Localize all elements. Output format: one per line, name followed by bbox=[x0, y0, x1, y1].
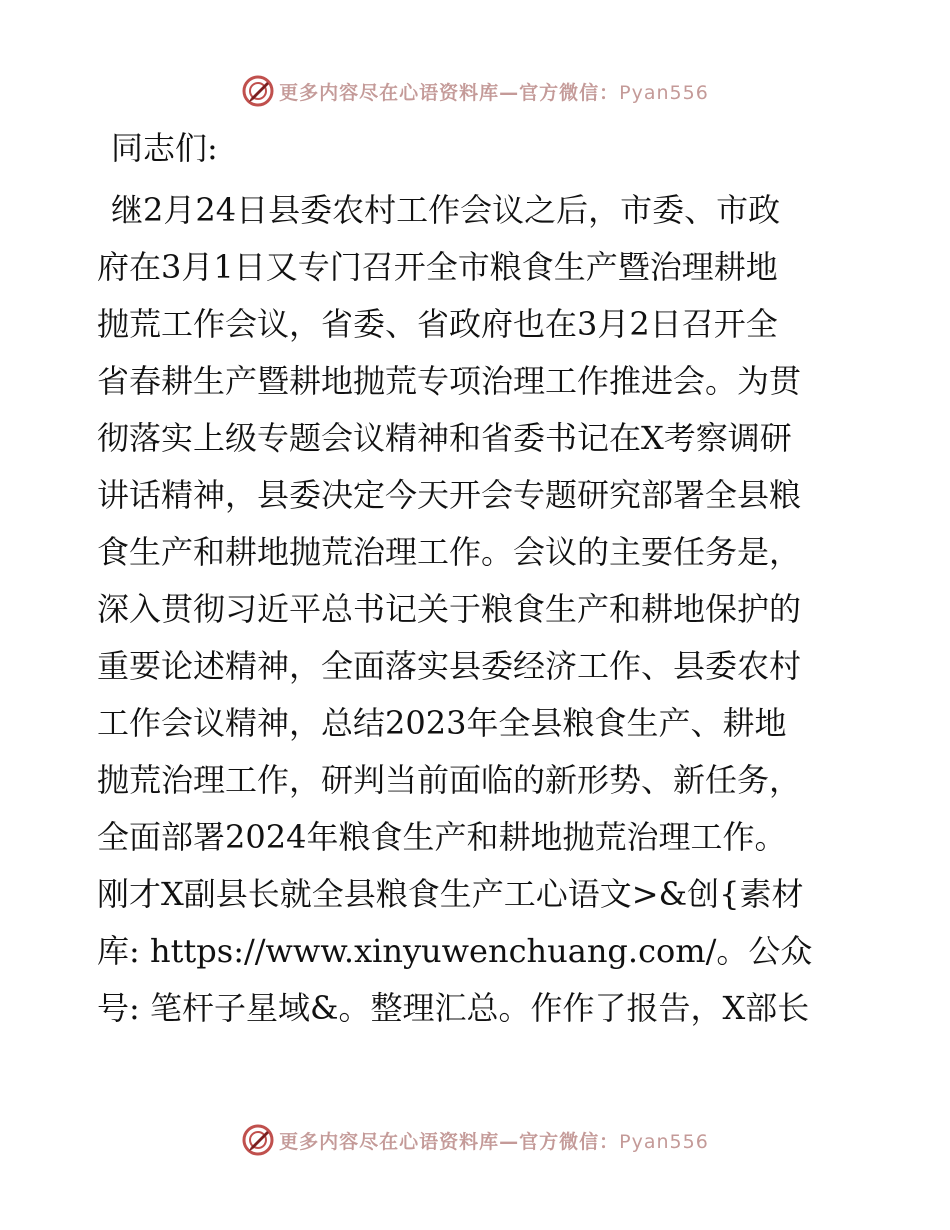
watermark-banner-bottom bbox=[0, 1120, 950, 1160]
watermark-banner-top bbox=[0, 71, 950, 111]
paragraph-line: 彻落实上级专题会议精神和省委书记在X考察调研 bbox=[97, 419, 792, 457]
paragraph-line: 全面部署2024年粮食生产和耕地抛荒治理工作。 bbox=[97, 818, 787, 856]
paragraph-line: 食生产和耕地抛荒治理工作。会议的主要任务是， bbox=[97, 533, 802, 571]
paragraph-line: 抛荒工作会议，省委、省政府也在3月2日召开全 bbox=[97, 305, 778, 343]
paragraph-line: 刚才X副县长就全县粮食生产工心语文>&创{素材 bbox=[97, 875, 804, 913]
paragraph-line: 深入贯彻习近平总书记关于粮食生产和耕地保护的 bbox=[97, 590, 802, 628]
pen-logo-icon bbox=[241, 1123, 275, 1157]
paragraph-line: 工作会议精神，总结2023年全县粮食生产、耕地 bbox=[97, 704, 787, 742]
paragraph-line: 继2月24日县委农村工作会议之后，市委、市政 bbox=[111, 191, 781, 229]
paragraph-line: 府在3月1日又专门召开全市粮食生产暨治理耕地 bbox=[97, 248, 778, 286]
salutation: 同志们: bbox=[111, 129, 218, 167]
pen-logo-icon bbox=[241, 74, 275, 108]
paragraph-line: 讲话精神，县委决定今天开会专题研究部署全县粮 bbox=[97, 476, 802, 514]
paragraph-line: 库: https://www.xinyuwenchuang.com/。公众 bbox=[97, 932, 813, 970]
paragraph-line: 号: 笔杆子星域&。整理汇总。作作了报告，X部长 bbox=[97, 989, 810, 1027]
paragraph-line: 省春耕生产暨耕地抛荒专项治理工作推进会。为贯 bbox=[97, 362, 802, 400]
document-body bbox=[97, 120, 857, 1037]
watermark-text: 更多内容尽在心语资料库—官方微信：Pyan556 bbox=[279, 1130, 709, 1153]
paragraph-line: 抛荒治理工作，研判当前面临的新形势、新任务， bbox=[97, 761, 802, 799]
watermark-text: 更多内容尽在心语资料库—官方微信：Pyan556 bbox=[279, 81, 709, 104]
paragraph-line: 重要论述精神，全面落实县委经济工作、县委农村 bbox=[97, 647, 802, 685]
